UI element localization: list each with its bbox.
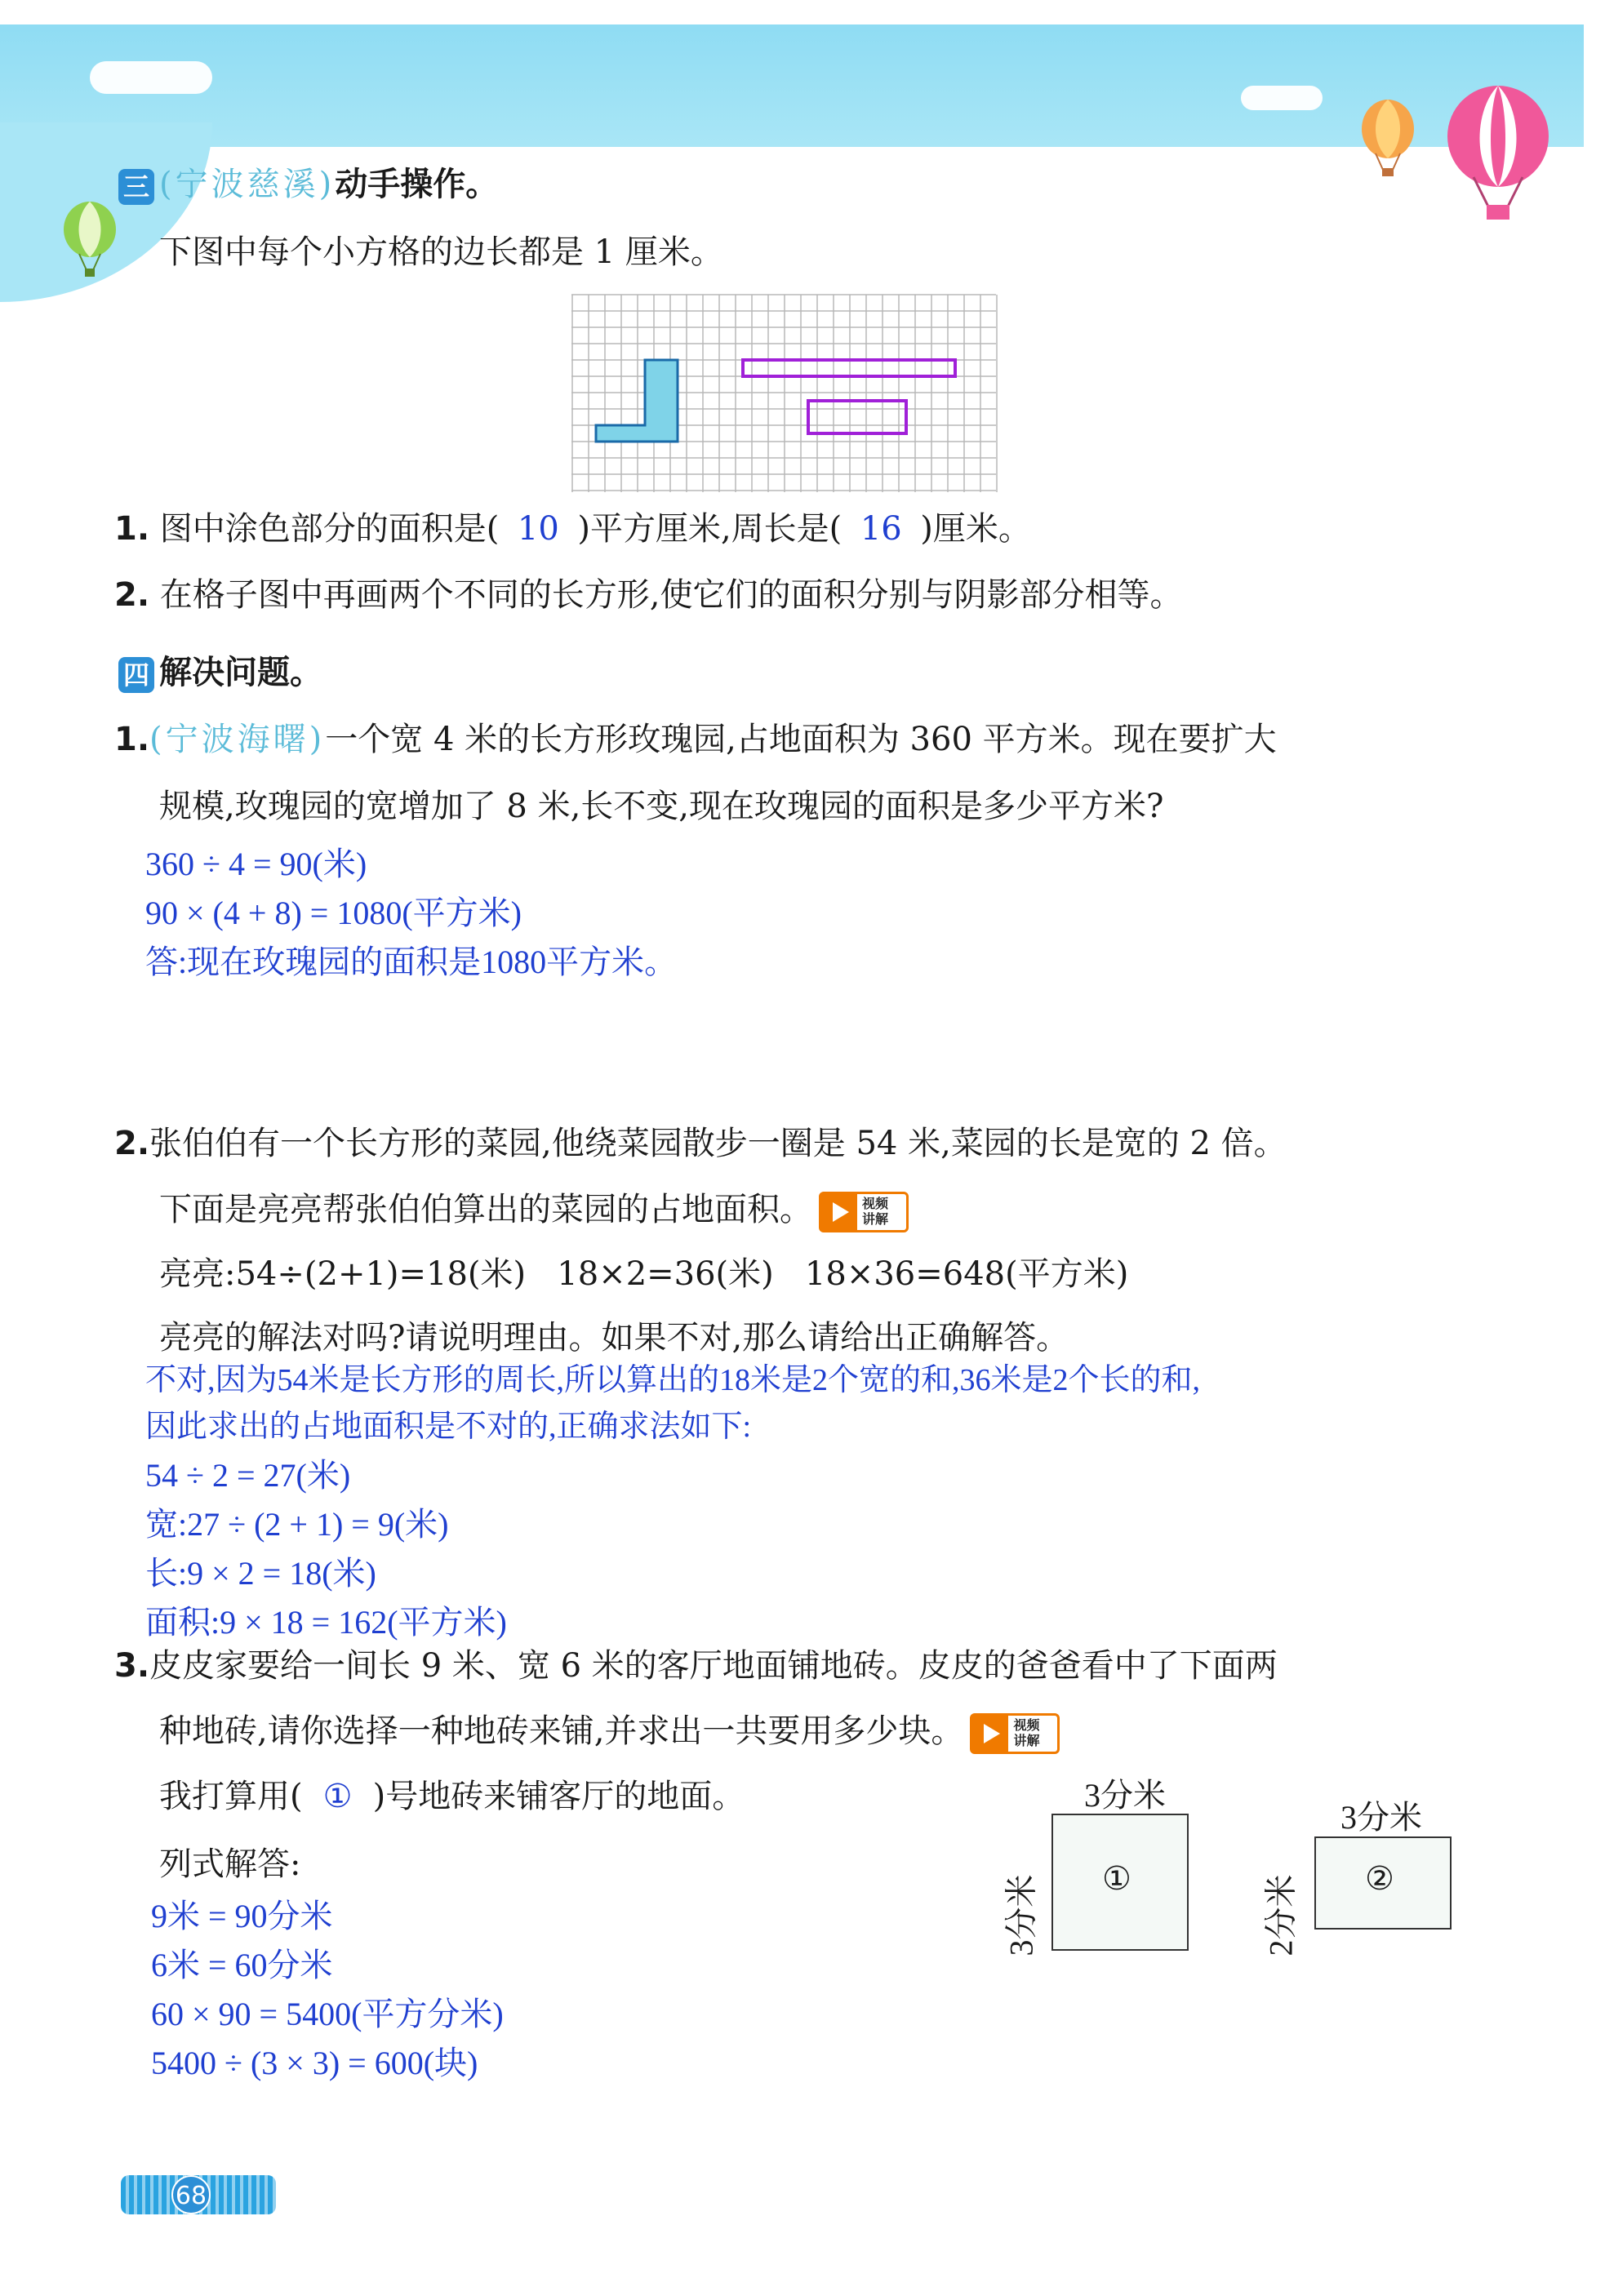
tile-choice-answer: ① [322,1778,353,1815]
answer-perimeter: 16 [860,510,902,548]
problem-2-answer: 长:9 × 2 = 18(米) [145,1555,376,1592]
problem-3-answer: 60 × 90 = 5400(平方分米) [151,1996,504,2032]
tile-2-label: ② [1365,1860,1394,1897]
problem-2-answer: 不对,因为54米是长方形的周长,所以算出的18米是2个宽的和,36米是2个长的和, [145,1363,1201,1397]
play-icon [972,1716,1008,1752]
problem-3-answer: 9米 = 90分米 [151,1898,333,1934]
problem-3-line-3: 我打算用( ① )号地砖来铺客厅的地面。 [159,1775,745,1818]
section-title: 解决问题。 [159,654,322,691]
problem-3-line-1: 3.皮皮家要给一间长 9 米、宽 6 米的客厅地面铺地砖。皮皮的爸爸看中了下面两 [114,1647,1278,1685]
problem-1-answer: 360 ÷ 4 = 90(米) [145,846,367,882]
problem-1-line-2: 规模,玫瑰园的宽增加了 8 米,长不变,现在玫瑰园的面积是多少平方米? [159,788,1164,825]
problem-2-line-2: 下面是亮亮帮张伯伯算出的菜园的占地面积。 视频 讲解 [159,1188,909,1232]
problem-1-line-1: 1.(宁波海曙)一个宽 4 米的长方形玫瑰园,占地面积为 360 平方米。现在要扩大 [114,721,1277,758]
section-3-question-1: 1. 图中涂色部分的面积是( 10 )平方厘米,周长是( 16 )厘米。 [114,508,1031,550]
video-lesson-button[interactable]: 视频 讲解 [819,1192,909,1232]
tile-2-side-label: 2分米 [1262,1874,1300,1956]
problem-2-line-4: 亮亮的解法对吗?请说明理由。如果不对,那么请给出正确解答。 [159,1319,1069,1357]
page-number-bar [121,2175,276,2214]
section-3-header [118,163,498,206]
tile-2-top-label: 3分米 [1340,1799,1422,1836]
cloud-decoration [1241,86,1323,110]
balloon-icon [57,200,122,282]
problem-3-answer: 5400 ÷ (3 × 3) = 600(块) [151,2045,478,2081]
question-source: (宁波慈溪) [159,166,336,203]
problem-2-line-1: 2.张伯伯有一个长方形的菜园,他绕菜园散步一圈是 54 米,菜园的长是宽的 2 倍。 [114,1125,1287,1162]
section-badge: 三 [118,169,154,205]
grid-figure [571,290,998,494]
problem-1-answer: 90 × (4 + 8) = 1080(平方米) [145,895,522,931]
problem-2-line-3: 亮亮:54÷(2+1)=18(米) 18×2=36(米) 18×36=648(平方米) [159,1255,1129,1293]
section-title: 动手操作。 [335,166,499,203]
question-source: (宁波海曙) [149,721,326,758]
problem-2-answer: 宽:27 ÷ (2 + 1) = 9(米) [145,1506,449,1543]
shaded-l-shape [596,360,678,442]
play-icon [821,1194,857,1230]
video-lesson-button[interactable]: 视频 讲解 [970,1713,1060,1754]
section-4-header [118,651,322,694]
balloon-icon [1441,86,1555,224]
problem-3-answer: 6米 = 60分米 [151,1947,333,1983]
problem-2-answer: 54 ÷ 2 = 27(米) [145,1457,351,1494]
tile-1-side-label: 3分米 [1003,1874,1040,1956]
problem-1-answer: 答:现在玫瑰园的面积是1080平方米。 [145,944,678,980]
drawn-rectangle-1 [743,360,955,376]
tile-1-label: ① [1102,1860,1132,1897]
answer-area: 10 [517,510,559,548]
section-3-intro: 下图中每个小方格的边长都是 1 厘米。 [159,233,723,271]
section-badge: 四 [118,657,154,693]
problem-3-line-2: 种地砖,请你选择一种地砖来铺,并求出一共要用多少块。 视频 讲解 [159,1710,1060,1754]
cloud-decoration [90,61,212,94]
tile-1-top-label: 3分米 [1084,1777,1166,1814]
header-banner [0,24,1584,147]
section-3-question-2: 2. 在格子图中再画两个不同的长方形,使它们的面积分别与阴影部分相等。 [114,576,1183,614]
problem-2-answer: 因此求出的占地面积是不对的,正确求法如下: [145,1410,752,1444]
drawn-rectangle-2 [808,401,906,433]
problem-3-line-4: 列式解答: [159,1845,301,1883]
page-number: 68 [171,2175,211,2214]
balloon-icon [1355,98,1420,180]
problem-2-answer: 面积:9 × 18 = 162(平方米) [145,1604,507,1641]
